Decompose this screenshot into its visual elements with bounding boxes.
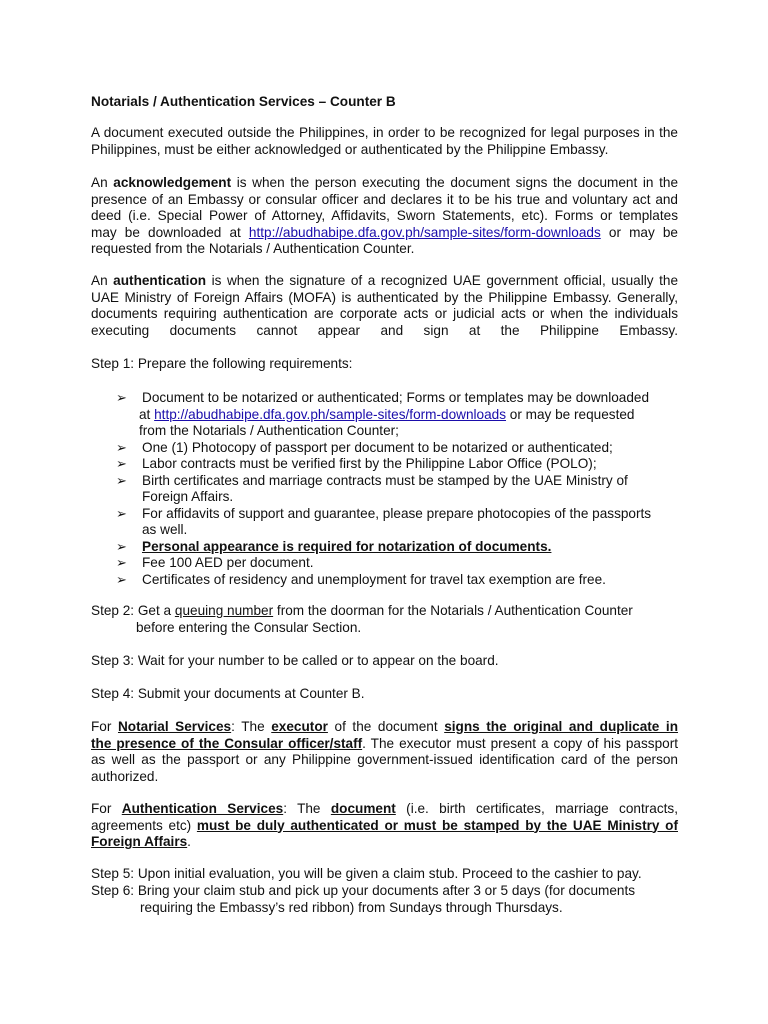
authsvc-bold-2: Foreign Affairs xyxy=(91,834,188,849)
bullet-7: Fee 100 AED per document. xyxy=(142,555,314,570)
bullet-4-line-1: Birth certificates and marriage contracts must be stamped by the UAE Ministry of xyxy=(142,472,628,488)
list-item xyxy=(116,390,676,440)
bullet-1-line-1: Document to be notarized or authenticated; Forms or templates may be downloaded xyxy=(142,390,650,405)
notarial-term: Notarial Services xyxy=(117,719,232,734)
step-6 xyxy=(91,883,635,916)
step-5: Step 5: Upon initial evaluation, you will be given a claim stub. Proceed to the cashier to pay. xyxy=(91,866,642,881)
notarial-executor: executor xyxy=(271,719,328,734)
arrow-bullet-icon: ➢ xyxy=(116,505,127,521)
bullet-5-line-2: as well. xyxy=(142,522,188,537)
step-2-post: from the doorman for the Notarials / Authentication Counter xyxy=(273,603,633,618)
list-item xyxy=(116,506,676,539)
notarial-line-2-rest: . The executor must present a copy of his passport xyxy=(362,735,678,751)
authsvc-l2-pre: agreements etc) xyxy=(91,817,197,833)
arrow-bullet-icon: ➢ xyxy=(116,390,127,405)
authsvc-term: Authentication Services xyxy=(121,801,284,816)
page-title: Notarials / Authentication Services – Counter B xyxy=(91,94,396,109)
bullet-3: Labor contracts must be verified first by the Philippine Labor Office (POLO); xyxy=(142,456,597,471)
intro-line-2: Philippines, must be either acknowledged or authenticated by the Philippine Embassy. xyxy=(91,141,609,157)
notarial-line-2 xyxy=(91,736,678,753)
auth-line-2: UAE Ministry of Foreign Affairs (MOFA) is authenticated by the Philippine Embassy. Generally, xyxy=(91,289,678,305)
auth-prefix: An xyxy=(91,273,114,288)
auth-term: authentication xyxy=(113,273,207,288)
ack-line-4-pre: may be downloaded at xyxy=(91,224,249,240)
list-item xyxy=(116,456,676,473)
list-item xyxy=(116,555,676,572)
notarial-bold-1: signs the original and duplicate in xyxy=(444,719,679,734)
step-2-pre: Step 2: Get a xyxy=(91,603,175,618)
auth-line-3: documents requiring authentication are corporate acts or judicial acts or when the individuals xyxy=(91,306,678,321)
step-1: Step 1: Prepare the following requirements: xyxy=(91,356,353,371)
ack-line-4-post: or may be xyxy=(600,224,678,240)
ack-term: acknowledgement xyxy=(113,175,232,190)
bullet-1-line-3: from the Notarials / Authentication Counter; xyxy=(139,423,399,438)
step-6-line-2: requiring the Embassy’s red ribbon) from Sundays through Thursdays. xyxy=(140,899,563,915)
arrow-bullet-icon: ➢ xyxy=(116,439,127,455)
ack-line-1-rest: is when the person executing the document signs the document in the xyxy=(231,175,678,190)
notarial-line-4: authorized. xyxy=(91,768,159,784)
step-6-line-1: Step 6: Bring your claim stub and pick up your documents after 3 or 5 days (for documents xyxy=(91,883,636,898)
step-3: Step 3: Wait for your number to be called or to appear on the board. xyxy=(91,653,499,668)
auth-line-4: executing documents cannot appear and sign at the Philippine Embassy. xyxy=(91,322,678,338)
acknowledgement-paragraph xyxy=(91,175,678,258)
authsvc-colon: : The xyxy=(283,801,331,816)
ack-line-1 xyxy=(91,175,678,192)
bullet-5-line-1: For affidavits of support and guarantee, please prepare photocopies of the passports xyxy=(142,505,652,521)
requirements-list xyxy=(116,390,676,588)
notarial-colon: : The xyxy=(231,719,272,734)
list-item xyxy=(116,539,676,556)
authsvc-line-2 xyxy=(91,818,678,835)
auth-line-1-rest: is when the signature of a recognized UAE government official, usually the xyxy=(206,273,678,288)
notarial-bold-2: the presence of the Consular officer/staff xyxy=(91,735,363,751)
authentication-services-paragraph xyxy=(91,801,678,851)
bullet-form-downloads-link[interactable]: http://abudhabipe.dfa.gov.ph/sample-sites/form-downloads xyxy=(154,406,507,422)
arrow-bullet-icon: ➢ xyxy=(116,538,127,554)
step-2-line-2: before entering the Consular Section. xyxy=(136,619,362,635)
bullet-8: Certificates of residency and unemployment for travel tax exemption are free. xyxy=(142,571,606,587)
form-downloads-link[interactable]: http://abudhabipe.dfa.gov.ph/sample-sites/form-downloads xyxy=(248,224,601,240)
arrow-bullet-icon: ➢ xyxy=(116,472,127,488)
ack-line-5: requested from the Notarials / Authentication Counter. xyxy=(91,241,415,256)
arrow-bullet-icon: ➢ xyxy=(116,571,127,587)
bullet-4-line-2: Foreign Affairs. xyxy=(142,489,234,504)
arrow-bullet-icon: ➢ xyxy=(116,555,127,570)
ack-line-4 xyxy=(91,225,678,242)
authsvc-bold-1: must be duly authenticated or must be stamped by the UAE Ministry of xyxy=(196,817,678,833)
ack-prefix: An xyxy=(91,175,114,190)
notarial-for: For xyxy=(91,719,118,734)
notarial-line-3: as well as the passport or any Philippine government-issued identification card of the person xyxy=(91,752,678,767)
bullet-1-post: or may be requested xyxy=(506,406,635,422)
intro-paragraph xyxy=(91,125,678,158)
notarial-mid: of the document xyxy=(327,719,445,734)
bullet-2: One (1) Photocopy of passport per document to be notarized or authenticated; xyxy=(142,439,613,455)
authsvc-l3-post: . xyxy=(187,834,191,849)
arrow-bullet-icon: ➢ xyxy=(116,456,127,471)
notarial-services-paragraph xyxy=(91,719,678,785)
bullet-6: Personal appearance is required for notarization of documents. xyxy=(142,538,552,554)
authentication-paragraph xyxy=(91,273,678,339)
authsvc-for: For xyxy=(91,801,122,816)
step-4: Step 4: Submit your documents at Counter B. xyxy=(91,686,365,701)
list-item xyxy=(116,440,676,457)
authsvc-line-3 xyxy=(91,834,678,851)
list-item xyxy=(116,473,676,506)
list-item xyxy=(116,572,676,589)
intro-line-1: A document executed outside the Philippines, in order to be recognized for legal purposes in the xyxy=(91,125,678,140)
queuing-number: queuing number xyxy=(174,603,274,618)
bullet-1-pre: at xyxy=(139,406,155,422)
auth-line-1 xyxy=(91,273,678,290)
bullet-1-line-2 xyxy=(139,407,676,424)
authsvc-document: document xyxy=(330,801,396,816)
ack-line-3: deed (i.e. Special Power of Attorney, Affidavits, Sworn Statements, etc). Forms or templates xyxy=(91,208,678,223)
authsvc-line-1 xyxy=(91,801,678,818)
step-2-line-1 xyxy=(91,603,633,620)
step-2 xyxy=(91,603,633,636)
ack-line-2: presence of an Embassy or consular officer and declares it to be his true and voluntary act and xyxy=(91,191,678,207)
authsvc-rest: (i.e. birth certificates, marriage contracts, xyxy=(395,801,678,816)
notarial-line-1 xyxy=(91,719,678,736)
